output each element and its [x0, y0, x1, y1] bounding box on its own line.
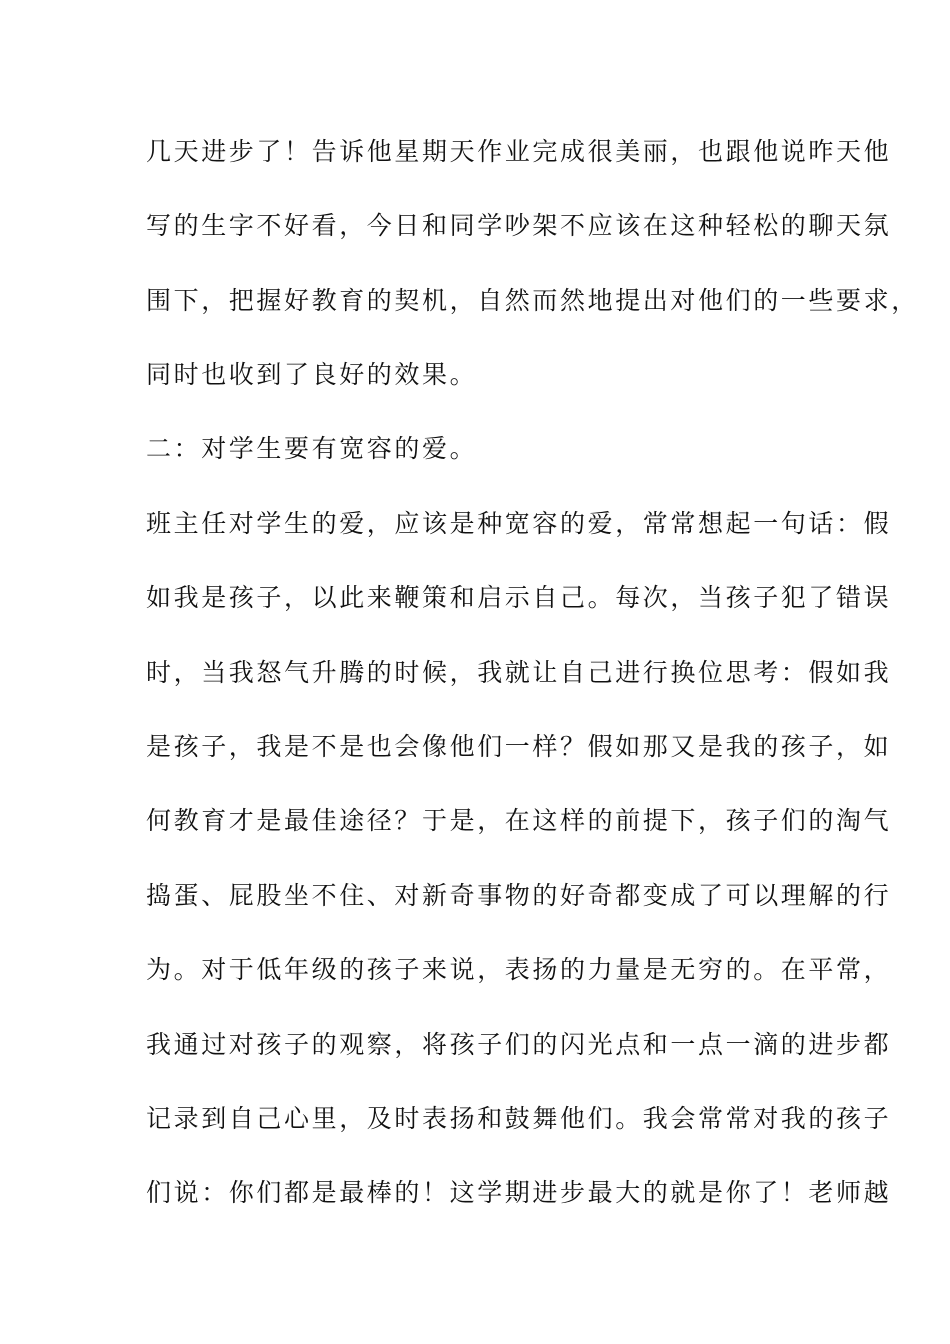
text-line: 记录到自己心里，及时表扬和鼓舞他们。我会常常对我的孩子 [146, 1104, 892, 1133]
text-line: 时，当我怒气升腾的时候，我就让自己进行换位思考：假如我 [146, 658, 892, 687]
text-line: 几天进步了！告诉他星期天作业完成很美丽，也跟他说昨天他 [146, 137, 892, 166]
text-line: 是孩子，我是不是也会像他们一样？假如那又是我的孩子，如 [146, 732, 892, 761]
text-line: 写的生字不好看，今日和同学吵架不应该在这种轻松的聊天氛 [146, 211, 892, 240]
text-line: 捣蛋、屁股坐不住、对新奇事物的好奇都变成了可以理解的行 [146, 881, 892, 910]
text-line: 我通过对孩子的观察，将孩子们的闪光点和一点一滴的进步都 [146, 1030, 892, 1059]
text-line: 何教育才是最佳途径？于是，在这样的前提下，孩子们的淘气 [146, 806, 892, 835]
text-line: 围下，把握好教育的契机，自然而然地提出对他们的一些要求， [146, 286, 919, 315]
text-line: 如我是孩子，以此来鞭策和启示自己。每次，当孩子犯了错误 [146, 583, 892, 612]
text-line: 们说：你们都是最棒的！这学期进步最大的就是你了！老师越 [146, 1178, 892, 1207]
text-line: 班主任对学生的爱，应该是种宽容的爱，常常想起一句话：假 [146, 509, 892, 538]
text-line: 同时也收到了良好的效果。 [146, 360, 478, 389]
section-heading: 二：对学生要有宽容的爱。 [146, 434, 478, 463]
text-line: 为。对于低年级的孩子来说，表扬的力量是无穷的。在平常， [146, 955, 892, 984]
